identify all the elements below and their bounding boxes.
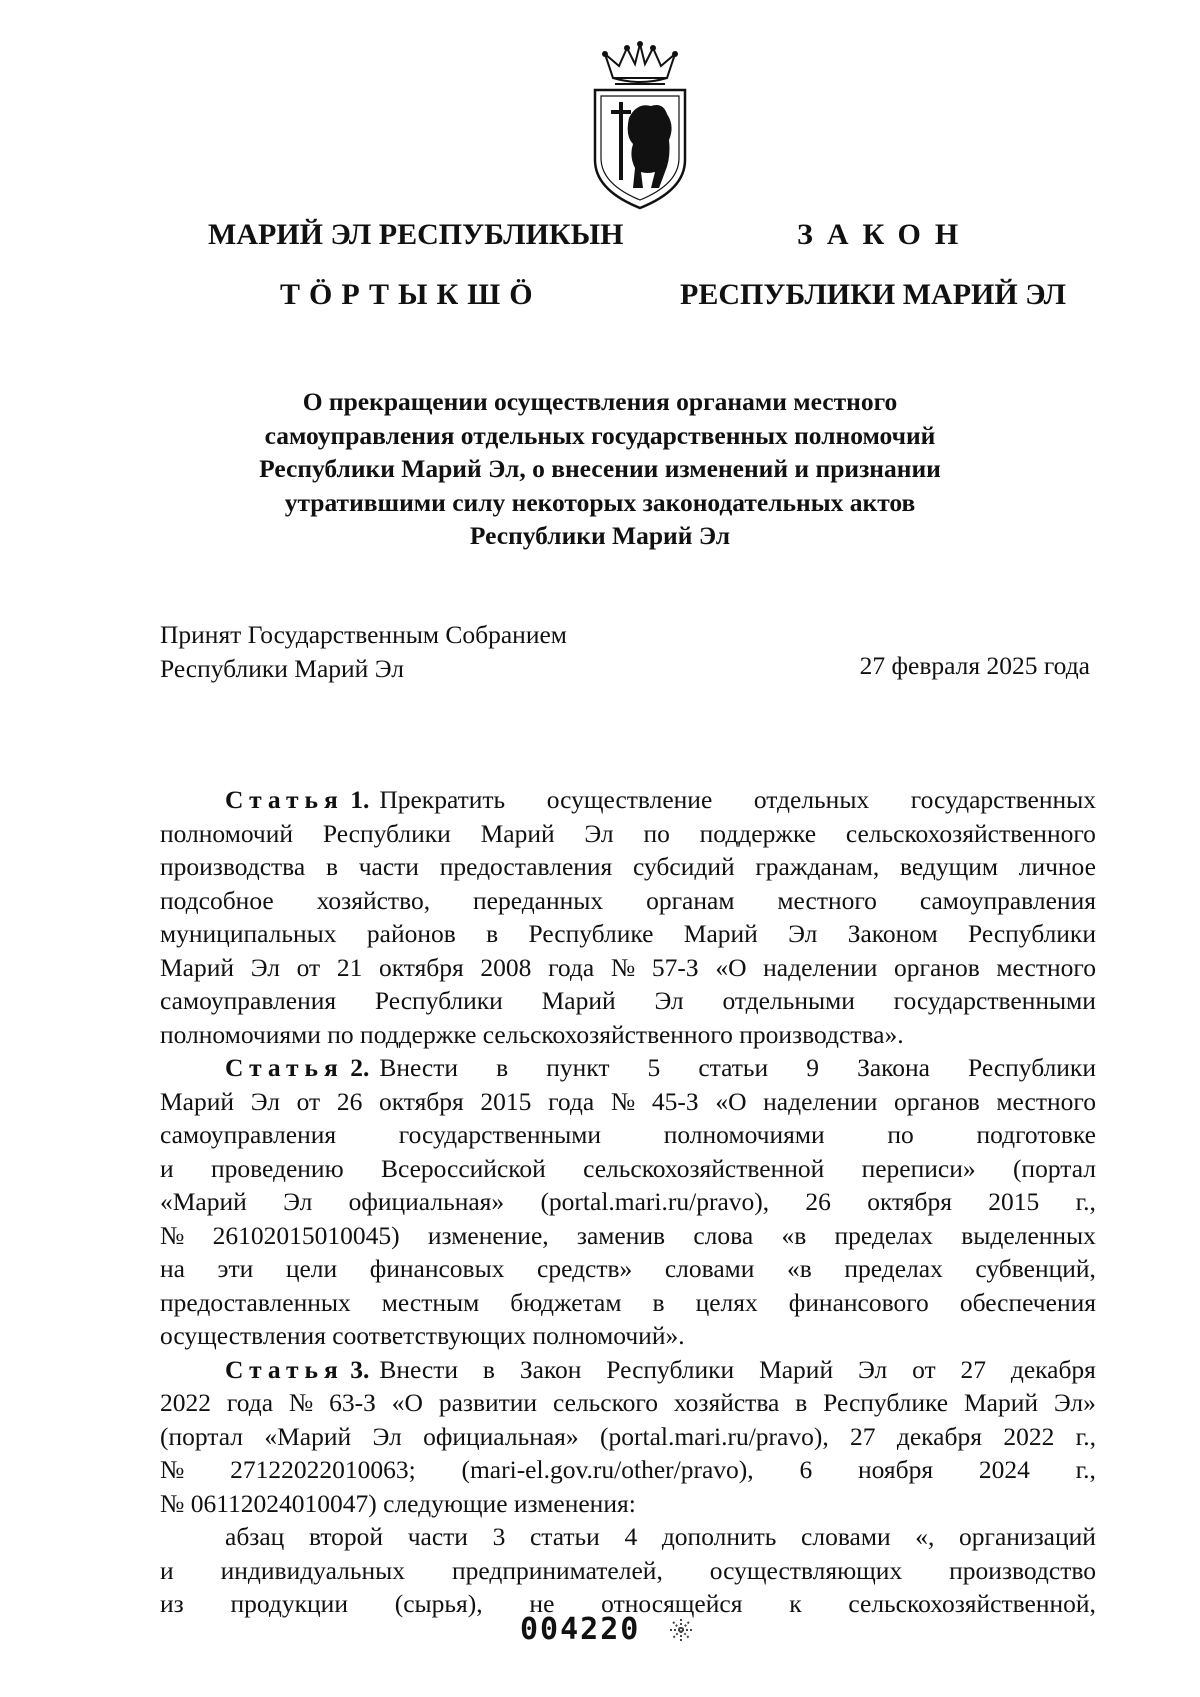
word: государственными bbox=[398, 1120, 602, 1149]
word: второй bbox=[308, 1522, 384, 1551]
article-3-line bbox=[160, 1386, 1096, 1420]
word: ведущим bbox=[899, 852, 998, 881]
word: осуществление bbox=[546, 785, 713, 814]
word: предоставления bbox=[439, 852, 613, 881]
asterisk-stamp-icon bbox=[668, 1617, 694, 1643]
word: Эл bbox=[250, 952, 280, 982]
word: на bbox=[160, 1254, 185, 1283]
word: (portal.mari.ru/pravo), bbox=[540, 1187, 770, 1216]
title-line: утратившими силу некоторых законодательных актов bbox=[284, 487, 916, 517]
word: Эл» bbox=[1053, 1388, 1096, 1417]
word: словами bbox=[664, 1254, 755, 1283]
word: отдельных bbox=[753, 785, 870, 814]
word: Марий bbox=[541, 986, 616, 1015]
word: Республики bbox=[322, 818, 451, 848]
word: Эл bbox=[654, 986, 684, 1015]
word: слова bbox=[693, 1220, 754, 1250]
word: Республике bbox=[823, 1388, 949, 1417]
law-title bbox=[120, 385, 1080, 553]
word: к bbox=[789, 1589, 802, 1618]
word: 63-З bbox=[329, 1388, 376, 1417]
word: переданных bbox=[473, 885, 604, 915]
coat-of-arms-bear-icon bbox=[585, 40, 695, 215]
word: Марий bbox=[683, 919, 758, 948]
word: отдельными bbox=[722, 986, 855, 1015]
word: наделении bbox=[763, 952, 878, 982]
word: относящейся bbox=[601, 1589, 743, 1618]
article-2-text bbox=[379, 1051, 1096, 1085]
word: (портал bbox=[160, 1421, 244, 1451]
word: части bbox=[407, 1522, 468, 1551]
word: от bbox=[296, 1086, 321, 1116]
word: не bbox=[529, 1589, 555, 1618]
word: финансовых bbox=[369, 1254, 505, 1283]
word: в bbox=[496, 1053, 509, 1082]
word: «Марий bbox=[264, 1421, 352, 1451]
word: № bbox=[160, 1455, 185, 1484]
word: полномочий bbox=[160, 818, 294, 848]
word: 2022 bbox=[160, 1388, 211, 1417]
word: развитии bbox=[438, 1388, 538, 1417]
word: в bbox=[486, 919, 499, 948]
article-1-line bbox=[160, 951, 1096, 985]
word: подсобное bbox=[160, 885, 274, 915]
word: местного bbox=[777, 885, 877, 915]
law-body bbox=[160, 783, 1096, 1621]
word: (портал bbox=[1012, 1153, 1096, 1183]
word: 26 bbox=[805, 1187, 831, 1216]
word: государственными bbox=[893, 986, 1096, 1015]
word: статьи bbox=[529, 1522, 600, 1551]
word: 6 bbox=[799, 1455, 813, 1484]
word: от bbox=[296, 952, 321, 982]
word: г., bbox=[1075, 1455, 1096, 1484]
word: гражданам, bbox=[755, 852, 880, 881]
word: местного bbox=[996, 1086, 1096, 1116]
word: «Марий bbox=[160, 1187, 247, 1216]
word: осуществляющих bbox=[709, 1555, 903, 1585]
word: наделении bbox=[763, 1086, 878, 1116]
article-1-number: 1. bbox=[350, 785, 370, 814]
title-line: Республики Марий Эл, о внесении изменений и признании bbox=[259, 454, 941, 483]
word: полномочиями bbox=[663, 1120, 825, 1149]
word: местным bbox=[381, 1287, 480, 1317]
word: и bbox=[160, 1555, 174, 1585]
word: Эл bbox=[584, 818, 614, 848]
word: целях bbox=[695, 1287, 758, 1317]
word: словами bbox=[801, 1522, 891, 1551]
header-right-line2: РЕСПУБЛИКИ МАРИЙ ЭЛ bbox=[680, 278, 1067, 311]
word: муниципальных bbox=[160, 919, 337, 948]
word: абзац bbox=[225, 1522, 285, 1551]
word: в bbox=[482, 1354, 495, 1384]
word: по bbox=[887, 1120, 914, 1149]
word: «в bbox=[787, 1254, 812, 1283]
word: Республики bbox=[968, 919, 1096, 948]
word: № bbox=[610, 1086, 636, 1116]
word: 57-З bbox=[651, 952, 699, 982]
word: заменив bbox=[576, 1220, 666, 1250]
word: 27122022010063; bbox=[230, 1455, 416, 1484]
article-1-line bbox=[160, 817, 1096, 851]
article-3-line bbox=[160, 1520, 1096, 1554]
article-2-line bbox=[160, 1185, 1096, 1219]
article-3-first-line bbox=[160, 1353, 1096, 1387]
article-2-line bbox=[160, 1252, 1096, 1286]
word: Эл bbox=[788, 919, 818, 948]
word: самоуправления bbox=[160, 1120, 337, 1149]
article-1-line bbox=[160, 917, 1096, 951]
word: индивидуальных bbox=[220, 1555, 406, 1585]
word: 5 bbox=[647, 1053, 661, 1082]
word: самоуправления bbox=[919, 885, 1096, 915]
word: финансового bbox=[788, 1287, 929, 1317]
article-3-line bbox=[160, 1420, 1096, 1454]
word: 2015 bbox=[988, 1187, 1040, 1216]
word: Внести bbox=[379, 1354, 459, 1384]
word: Республики bbox=[374, 986, 503, 1015]
article-1-line bbox=[160, 884, 1096, 918]
word: года bbox=[548, 1086, 595, 1116]
word: Эл bbox=[372, 1421, 402, 1451]
word: организаций bbox=[959, 1522, 1096, 1551]
word: октября bbox=[867, 1187, 952, 1216]
word: Эл bbox=[250, 1086, 280, 1116]
word: личное bbox=[1018, 852, 1096, 881]
article-1-line: полномочиями по поддержке сельскохозяйственного производства». bbox=[160, 1019, 904, 1049]
article-2-line bbox=[160, 1286, 1096, 1320]
word: 2015 bbox=[480, 1086, 532, 1116]
word: органам bbox=[646, 885, 735, 915]
word: цели bbox=[285, 1254, 338, 1283]
article-1-line bbox=[160, 850, 1096, 884]
word: Внести bbox=[379, 1053, 459, 1082]
word: октября bbox=[378, 1086, 464, 1116]
word: хозяйство, bbox=[316, 885, 431, 915]
word: в bbox=[795, 1388, 808, 1417]
word: 27 bbox=[850, 1421, 876, 1451]
article-1-first-line bbox=[160, 783, 1096, 817]
article-2-line bbox=[160, 1118, 1096, 1152]
word: Марий bbox=[480, 818, 555, 848]
word: официальная» bbox=[423, 1421, 579, 1451]
word: Прекратить bbox=[379, 785, 506, 814]
word: Марий bbox=[759, 1354, 834, 1384]
word: «О bbox=[715, 1086, 747, 1116]
word: «О bbox=[391, 1388, 423, 1417]
adoption-line1: Принят Государственным Собранием bbox=[160, 620, 567, 649]
word: сельскохозяйственной bbox=[583, 1153, 825, 1183]
word: Марий bbox=[963, 1388, 1039, 1417]
word: Эл bbox=[857, 1354, 888, 1384]
word: эти bbox=[217, 1254, 254, 1283]
word: декабря bbox=[896, 1421, 982, 1451]
word: сельскохозяйственного bbox=[845, 818, 1096, 848]
word: «, bbox=[915, 1522, 935, 1551]
word: субсидий bbox=[633, 852, 735, 881]
title-line: Республики Марий Эл bbox=[469, 521, 731, 550]
word: «О bbox=[715, 952, 747, 982]
word: Закон bbox=[519, 1354, 582, 1384]
word: изменение, bbox=[427, 1220, 549, 1250]
word: Марий bbox=[160, 952, 235, 982]
article-2-line bbox=[160, 1219, 1096, 1253]
article-3-number: 3. bbox=[350, 1354, 370, 1384]
word: хозяйства bbox=[673, 1388, 780, 1417]
word: дополнить bbox=[661, 1522, 777, 1551]
article-1-line bbox=[160, 984, 1096, 1018]
article-2-line bbox=[160, 1152, 1096, 1186]
word: средств» bbox=[537, 1254, 633, 1283]
word: части bbox=[358, 852, 419, 881]
header-right-line1: ЗАКОН bbox=[797, 218, 973, 251]
header-left-line2: ТӦРТЫКШӦ bbox=[280, 278, 542, 311]
word: в bbox=[652, 1287, 665, 1317]
word: выделенных bbox=[961, 1220, 1096, 1250]
article-2-line bbox=[160, 1085, 1096, 1119]
word: 2024 bbox=[978, 1455, 1030, 1484]
word: из bbox=[160, 1589, 184, 1618]
word: поддержке bbox=[699, 818, 817, 848]
word: продукции bbox=[230, 1589, 348, 1618]
word: проведению bbox=[210, 1153, 344, 1183]
title-line: самоуправления отдельных государственных полномочий bbox=[264, 420, 936, 450]
word: государственных bbox=[910, 785, 1096, 814]
article-1-text bbox=[379, 783, 1096, 817]
word: 2022 bbox=[1003, 1421, 1055, 1451]
word: Марий bbox=[160, 1086, 235, 1116]
word: органов bbox=[894, 952, 980, 982]
article-3-line: № 06112024010047) следующие изменения: bbox=[160, 1488, 636, 1518]
adoption-line2: Республики Марий Эл bbox=[160, 653, 404, 683]
word: 9 bbox=[806, 1053, 820, 1082]
word: подготовке bbox=[976, 1120, 1096, 1149]
word: обеспечения bbox=[959, 1287, 1096, 1317]
word: Республики bbox=[968, 1053, 1096, 1082]
word: самоуправления bbox=[160, 986, 337, 1015]
article-1-label: Статья bbox=[225, 785, 344, 814]
word: 27 bbox=[960, 1354, 986, 1384]
word: официальная» bbox=[348, 1187, 505, 1216]
word: 3 bbox=[492, 1522, 506, 1551]
word: декабря bbox=[1010, 1354, 1096, 1384]
word: 26 bbox=[336, 1086, 363, 1116]
word: от bbox=[912, 1354, 936, 1384]
word: 26102015010045) bbox=[212, 1220, 400, 1250]
article-3-text bbox=[379, 1353, 1096, 1387]
article-3-line bbox=[160, 1554, 1096, 1588]
article-3-line bbox=[160, 1453, 1096, 1487]
word: (mari-el.gov.ru/other/pravo), bbox=[461, 1455, 754, 1484]
title-line: О прекращении осуществления органами местного bbox=[302, 387, 898, 416]
word: 21 bbox=[336, 952, 363, 982]
word: субвенций, bbox=[975, 1254, 1096, 1283]
header-left-line1: МАРИЙ ЭЛ РЕСПУБЛИКЫН bbox=[208, 218, 624, 251]
adoption-date: 27 февраля 2025 года bbox=[859, 651, 1090, 680]
word: статьи bbox=[698, 1053, 769, 1082]
word: 2008 bbox=[480, 952, 532, 982]
word: местного bbox=[996, 952, 1096, 982]
adoption-note bbox=[160, 618, 567, 685]
word: ноября bbox=[857, 1455, 934, 1484]
word: Республике bbox=[528, 919, 654, 948]
article-2-line: осуществления соответствующих полномочий». bbox=[160, 1321, 685, 1350]
word: Закона bbox=[857, 1053, 930, 1082]
word: Эл bbox=[283, 1187, 313, 1216]
word: в bbox=[325, 852, 338, 881]
word: производство bbox=[949, 1555, 1096, 1585]
word: предоставленных bbox=[160, 1287, 351, 1317]
word: районов bbox=[366, 919, 456, 948]
word: Всероссийской bbox=[380, 1153, 546, 1183]
word: 4 bbox=[624, 1522, 638, 1551]
word: октября bbox=[378, 952, 464, 982]
word: 45-З bbox=[651, 1086, 699, 1116]
word: пределах bbox=[844, 1254, 943, 1283]
word: переписи» bbox=[861, 1153, 976, 1183]
word: пункт bbox=[546, 1053, 610, 1082]
word: № bbox=[160, 1220, 185, 1250]
word: производства bbox=[160, 852, 306, 881]
word: года bbox=[548, 952, 595, 982]
word: № bbox=[610, 952, 636, 982]
word: г., bbox=[1075, 1187, 1096, 1216]
word: Законом bbox=[847, 919, 938, 948]
word: (сырья), bbox=[394, 1589, 483, 1618]
serial-number: 004220 bbox=[520, 1612, 641, 1647]
word: Республики bbox=[606, 1354, 735, 1384]
article-3-label: Статья bbox=[225, 1354, 344, 1384]
word: г., bbox=[1075, 1421, 1096, 1451]
word: № bbox=[288, 1388, 314, 1417]
word: года bbox=[226, 1388, 274, 1417]
word: предпринимателей, bbox=[451, 1555, 663, 1585]
word: пределах bbox=[834, 1220, 933, 1250]
word: бюджетам bbox=[510, 1287, 622, 1317]
word: сельского bbox=[552, 1388, 658, 1417]
word: органов bbox=[894, 1086, 980, 1116]
article-2-label: Статья bbox=[225, 1053, 344, 1082]
word: «в bbox=[781, 1220, 807, 1250]
article-2-number: 2. bbox=[350, 1053, 370, 1082]
article-2-first-line bbox=[160, 1051, 1096, 1085]
word: и bbox=[160, 1153, 174, 1183]
word: (portal.mari.ru/pravo), bbox=[600, 1421, 829, 1451]
word: по bbox=[643, 818, 670, 848]
word: сельскохозяйственной, bbox=[848, 1589, 1096, 1618]
